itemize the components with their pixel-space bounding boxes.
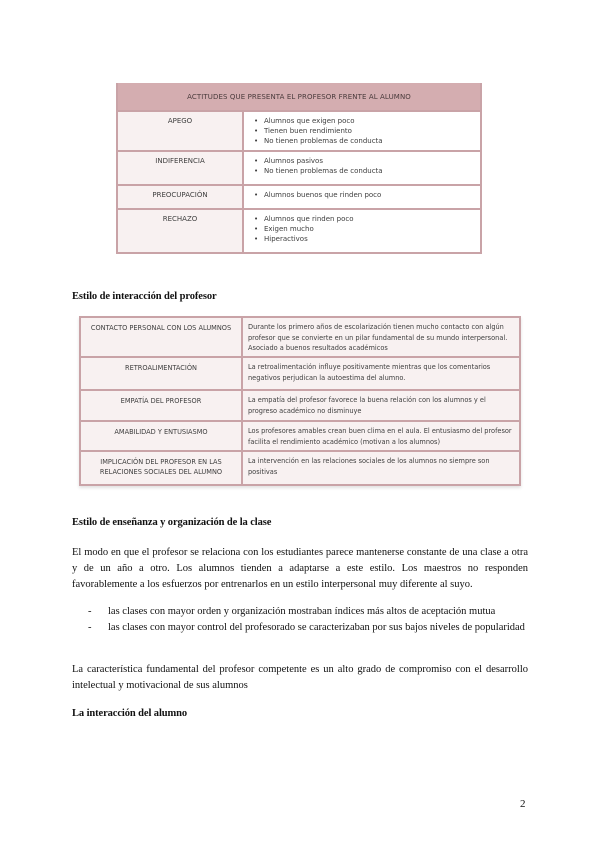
interaction-desc: La retroalimentación influye positivamente mientras que los comentarios negativos perjudican la autoestima del alumno. bbox=[248, 363, 491, 382]
attitude-label: APEGO bbox=[118, 112, 244, 150]
attitude-item: • Tienen buen rendimiento bbox=[254, 126, 480, 136]
interaction-label: EMPATÍA DEL PROFESOR bbox=[81, 391, 243, 420]
interaction-desc: Durante los primero años de escolarización tienen mucho contacto con algún profesor que se convierte en un pilar fundamental de su mundo interpersonal. Asociado a buenos resultados académicos bbox=[248, 323, 508, 352]
attitudes-table-header: ACTITUDES QUE PRESENTA EL PROFESOR FRENTE AL ALUMNO bbox=[118, 83, 480, 110]
section-title-student-interaction: La interacción del alumno bbox=[72, 708, 188, 719]
interaction-row bbox=[81, 318, 519, 358]
bullet-item bbox=[88, 620, 528, 635]
attitude-items bbox=[244, 112, 480, 150]
conclusion-paragraph: La característica fundamental del profesor competente es un alto grado de compromiso con el desarrollo intelectual y motivacional de sus alumnos bbox=[72, 664, 528, 691]
attitude-item: • Alumnos buenos que rinden poco bbox=[254, 190, 480, 200]
attitude-item: • No tienen problemas de conducta bbox=[254, 166, 480, 176]
attitude-item: • Alumnos que exigen poco bbox=[254, 116, 480, 126]
interaction-label: CONTACTO PERSONAL CON LOS ALUMNOS bbox=[81, 318, 243, 356]
teaching-style-paragraph: El modo en que el profesor se relaciona con los estudiantes parece mantenerse constante de una clase a otra y de un año a otro. Los alumnos tienden a adaptarse a este estilo. Los maestros no responden favorablemente a los esfuerzos por entrenarlos en un estilo interpersonal muy diferente al suyo. bbox=[72, 547, 528, 590]
interaction-desc: La empatía del profesor favorece la buena relación con los alumnos y el progreso académico no disminuye bbox=[248, 396, 486, 415]
bullet-marker: - bbox=[88, 622, 92, 633]
attitudes-row-preocupacion bbox=[118, 184, 480, 208]
attitude-label: INDIFERENCIA bbox=[118, 152, 244, 184]
attitudes-row-indiferencia bbox=[118, 150, 480, 184]
attitude-items bbox=[244, 152, 480, 184]
bullet-marker: - bbox=[88, 606, 92, 617]
attitude-item: • Alumnos que rinden poco bbox=[254, 214, 480, 224]
attitude-label: PREOCUPACIÓN bbox=[118, 186, 244, 208]
bullet-text: las clases con mayor control del profesorado se caracterizaban por sus bajos niveles de popularidad bbox=[108, 622, 525, 633]
page-number: 2 bbox=[520, 798, 526, 810]
attitude-items bbox=[244, 210, 480, 252]
interaction-desc: La intervención en las relaciones sociales de los alumnos no siempre son positivas bbox=[248, 457, 490, 476]
attitudes-table bbox=[116, 83, 482, 254]
interaction-row bbox=[81, 358, 519, 391]
bullet-item bbox=[88, 604, 528, 619]
attitude-item: • Alumnos pasivos bbox=[254, 156, 480, 166]
attitude-items bbox=[244, 186, 480, 208]
attitudes-row-rechazo bbox=[118, 208, 480, 252]
teaching-style-bullets bbox=[88, 604, 528, 636]
interaction-desc: Los profesores amables crean buen clima en el aula. El entusiasmo del profesor facilita el rendimiento académico (motivan a los alumnos) bbox=[248, 427, 512, 446]
bullet-text: las clases con mayor orden y organización mostraban índices más altos de aceptación mutua bbox=[108, 606, 496, 617]
interaction-row bbox=[81, 422, 519, 452]
attitude-item: • Exigen mucho bbox=[254, 224, 480, 234]
interaction-style-table bbox=[79, 316, 521, 486]
attitude-item: • No tienen problemas de conducta bbox=[254, 136, 480, 146]
attitude-label: RECHAZO bbox=[118, 210, 244, 252]
interaction-row bbox=[81, 391, 519, 422]
attitude-item: • Hiperactivos bbox=[254, 234, 480, 244]
attitudes-row-apego bbox=[118, 110, 480, 150]
interaction-row bbox=[81, 452, 519, 484]
interaction-label: IMPLICACIÓN DEL PROFESOR EN LAS RELACIONES SOCIALES DEL ALUMNO bbox=[81, 452, 243, 484]
interaction-label: RETROALIMENTACIÓN bbox=[81, 358, 243, 389]
section-title-teaching-style: Estilo de enseñanza y organización de la clase bbox=[72, 517, 272, 528]
interaction-label: AMABILIDAD Y ENTUSIASMO bbox=[81, 422, 243, 450]
section-title-interaction-style: Estilo de interacción del profesor bbox=[72, 291, 217, 302]
